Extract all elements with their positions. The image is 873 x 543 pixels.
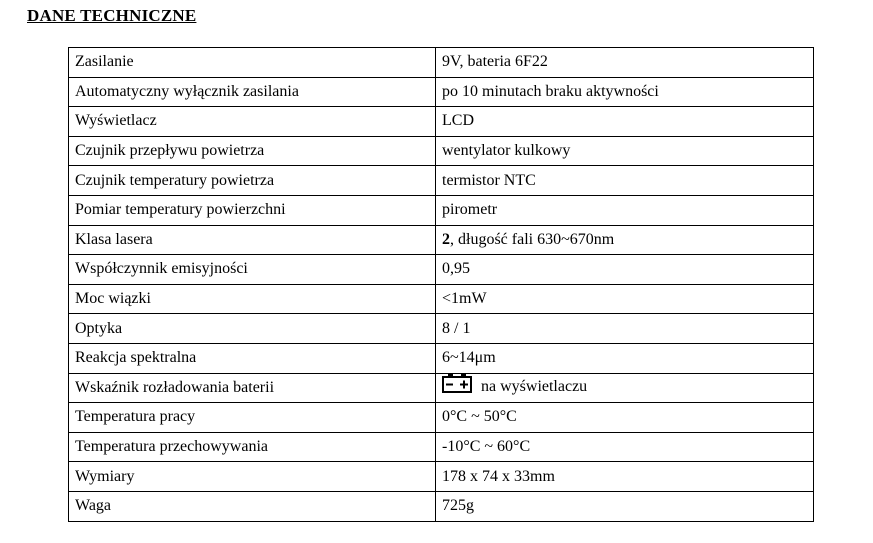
specs-table xyxy=(68,47,814,522)
spec-label: Czujnik przepływu powietrza xyxy=(69,136,436,166)
laser-class-number: 2 xyxy=(442,230,450,248)
spec-value: 9V, bateria 6F22 xyxy=(436,48,814,78)
table-row xyxy=(69,462,814,492)
spec-label: Czujnik temperatury powietrza xyxy=(69,166,436,196)
table-row xyxy=(69,432,814,462)
spec-label: Waga xyxy=(69,491,436,521)
table-row xyxy=(69,491,814,521)
table-row xyxy=(69,403,814,433)
spec-label: Moc wiązki xyxy=(69,284,436,314)
spec-value: 0°C ~ 50°C xyxy=(436,403,814,433)
spec-value: -10°C ~ 60°C xyxy=(436,432,814,462)
page-title: DANE TECHNICZNE xyxy=(27,6,197,25)
spec-value: pirometr xyxy=(436,195,814,225)
table-row xyxy=(69,343,814,373)
spec-value: 178 x 74 x 33mm xyxy=(436,462,814,492)
spec-value: termistor NTC xyxy=(436,166,814,196)
table-row xyxy=(69,166,814,196)
table-row xyxy=(69,195,814,225)
spec-value: wentylator kulkowy xyxy=(436,136,814,166)
spec-label: Współczynnik emisyjności xyxy=(69,255,436,285)
table-row xyxy=(69,136,814,166)
spec-value xyxy=(436,373,814,403)
spec-label: Optyka xyxy=(69,314,436,344)
spec-value: 6~14μm xyxy=(436,343,814,373)
table-row xyxy=(69,314,814,344)
spec-label: Automatyczny wyłącznik zasilania xyxy=(69,77,436,107)
spec-label: Zasilanie xyxy=(69,48,436,78)
table-row xyxy=(69,255,814,285)
table-row xyxy=(69,373,814,403)
table-row xyxy=(69,48,814,78)
spec-label: Temperatura pracy xyxy=(69,403,436,433)
table-row xyxy=(69,107,814,137)
spec-label: Temperatura przechowywania xyxy=(69,432,436,462)
laser-wavelength: , długość fali 630~670nm xyxy=(450,230,615,248)
spec-value: 0,95 xyxy=(436,255,814,285)
spec-label: Reakcja spektralna xyxy=(69,343,436,373)
spec-value: 725g xyxy=(436,491,814,521)
spec-value: po 10 minutach braku aktywności xyxy=(436,77,814,107)
table-row xyxy=(69,284,814,314)
spec-value xyxy=(436,225,814,255)
spec-value: 8 / 1 xyxy=(436,314,814,344)
spec-label: Wskaźnik rozładowania baterii xyxy=(69,373,436,403)
battery-indicator-text: na wyświetlaczu xyxy=(481,378,588,396)
spec-label: Klasa lasera xyxy=(69,225,436,255)
spec-label: Wyświetlacz xyxy=(69,107,436,137)
spec-label: Wymiary xyxy=(69,462,436,492)
battery-icon xyxy=(442,374,472,397)
table-row xyxy=(69,225,814,255)
spec-value: LCD xyxy=(436,107,814,137)
spec-value: <1mW xyxy=(436,284,814,314)
spec-label: Pomiar temperatury powierzchni xyxy=(69,195,436,225)
table-row xyxy=(69,77,814,107)
